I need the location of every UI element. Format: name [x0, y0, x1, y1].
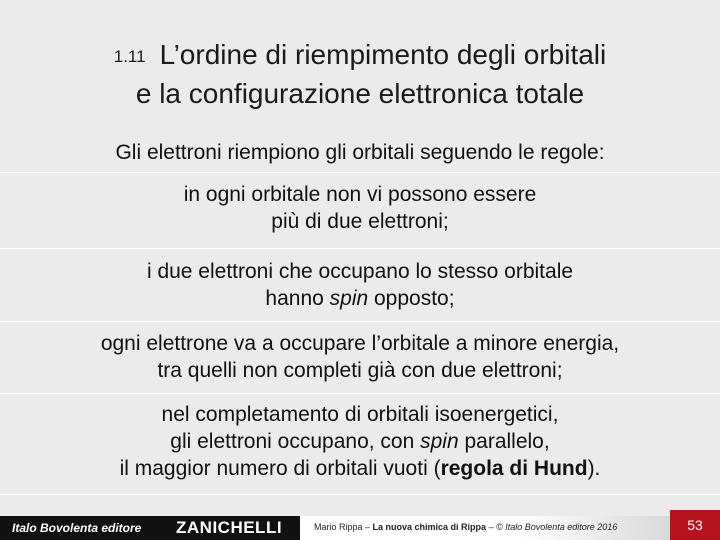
rule-4-text-a: gli elettroni occupano, con — [170, 430, 421, 453]
intro-text — [30, 139, 690, 166]
rule-2-line-1: i due elettroni che occupano lo stesso orbitale — [146, 260, 574, 283]
publisher-bar — [0, 516, 300, 540]
divider — [0, 248, 720, 249]
hund-rule-term: regola di Hund — [440, 457, 588, 480]
rule-4-line-2 — [30, 428, 690, 455]
footer — [0, 516, 720, 540]
rule-4-text-b: parallelo, — [458, 430, 550, 453]
spin-term: spin — [329, 287, 369, 310]
rule-3-line-2: tra quelli non completi già con due elettroni; — [157, 359, 563, 382]
book-title: La nuova chimica di Rippa — [372, 522, 487, 532]
rule-3-line-1: ogni elettrone va a occupare l’orbitale a minore energia, — [100, 332, 620, 355]
divider — [0, 172, 720, 173]
rule-4-text-c: il maggior numero di orbitali vuoti ( — [119, 457, 441, 480]
rule-4-text-d: ). — [587, 457, 601, 480]
title-line-2: e la configurazione elettronica totale — [135, 78, 585, 109]
page-badge — [670, 510, 720, 540]
copyright-notice: – © Italo Bovolenta editore 2016 — [486, 522, 618, 532]
divider — [0, 321, 720, 322]
rule-2 — [30, 258, 690, 312]
divider — [0, 393, 720, 394]
rule-2-text-b: opposto; — [368, 287, 455, 310]
rule-1-line-2: più di due elettroni; — [271, 210, 449, 233]
author-name: Mario Rippa – — [314, 522, 373, 532]
rule-4-line-3 — [30, 455, 690, 482]
rule-1 — [30, 181, 690, 235]
credit-bar — [300, 516, 670, 540]
title-text-1: L’ordine di riempimento degli orbitali — [159, 39, 607, 70]
publisher-logo: Italo Bovolenta editore — [12, 521, 142, 535]
section-number: 1.11 — [113, 47, 146, 66]
rule-4 — [30, 401, 690, 482]
rule-4-line-1: nel completamento di orbitali isoenergetici, — [161, 403, 559, 426]
rule-2-line-2 — [30, 285, 690, 312]
spin-term: spin — [420, 430, 459, 453]
book-credit — [314, 522, 617, 532]
zanichelli-logo: ZANICHELLI — [176, 518, 283, 537]
slide-title — [40, 36, 680, 112]
rule-3 — [30, 330, 690, 384]
page-number: 53 — [687, 517, 703, 533]
intro-line: Gli elettroni riempiono gli orbitali seguendo le regole: — [115, 141, 605, 164]
title-line-1 — [40, 36, 680, 75]
divider — [0, 494, 720, 495]
rule-1-line-1: in ogni orbitale non vi possono essere — [183, 183, 537, 206]
rule-2-text-a: hanno — [265, 287, 330, 310]
